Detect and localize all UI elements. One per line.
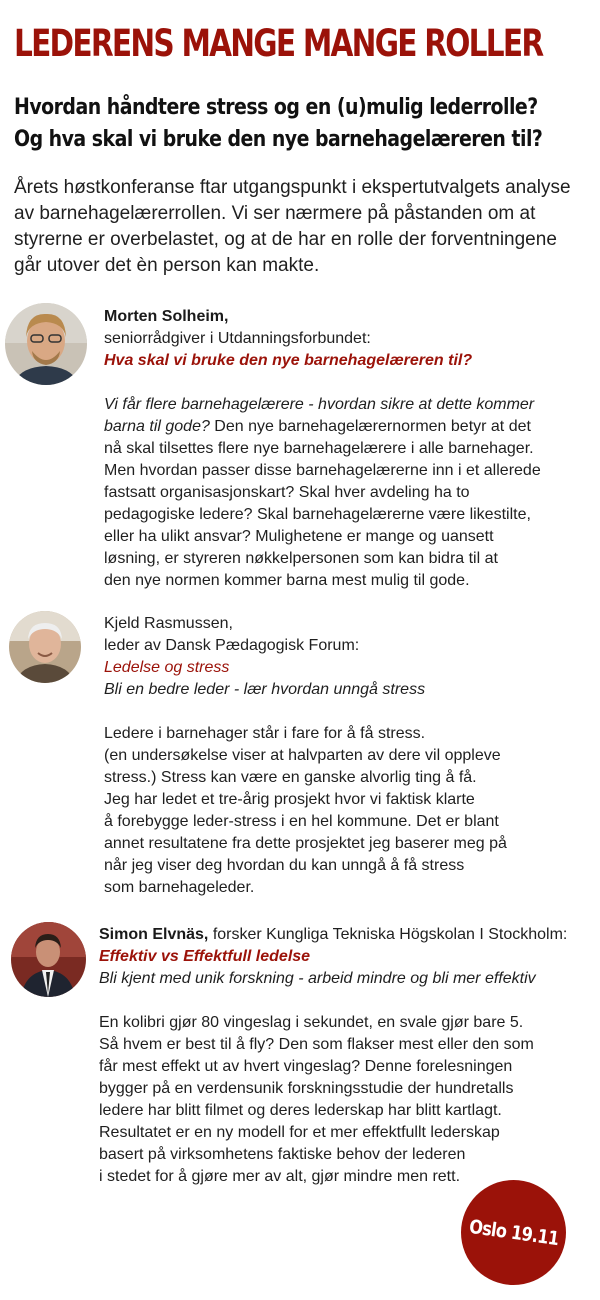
- speaker-block-morten: [104, 306, 541, 592]
- speaker-body-line: ledere har blitt filmet og deres lederskap har blitt kartlagt.: [99, 1102, 502, 1119]
- speaker-tagline: Bli en bedre leder - lær hvordan unngå stress: [104, 681, 426, 698]
- speaker-header-line: [99, 924, 567, 946]
- portrait-icon: [5, 303, 87, 385]
- date-badge-text: Oslo 19.11: [467, 1215, 560, 1250]
- speaker-body-line: stress.) Stress kan være en ganske alvorlig ting å få.: [104, 769, 477, 786]
- date-badge: [461, 1180, 566, 1285]
- speaker-block-simon: [99, 924, 567, 1188]
- speaker-lead-rest: Den nye barnehagelærernormen betyr at det: [209, 418, 531, 435]
- speaker-role: leder av Dansk Pædagogisk Forum:: [104, 637, 360, 654]
- portrait-icon: [11, 922, 86, 997]
- speaker-body-line: bygger på en verdensunik forskningsstudie der hundretalls: [99, 1080, 514, 1097]
- speaker-name: Morten Solheim,: [104, 308, 229, 325]
- page-title: LEDERENS MANGE MANGE ROLLER: [14, 22, 543, 65]
- speaker-body-line: En kolibri gjør 80 vingeslag i sekundet, en svale gjør bare 5.: [99, 1014, 524, 1031]
- intro-line: Årets høstkonferanse ftar utgangspunkt i ekspertutvalgets analyse: [14, 177, 571, 198]
- speaker-body-line: Så hvem er best til å fly? Den som flakser mest eller den som: [99, 1036, 534, 1053]
- speaker-body-line: løsning, er styreren nøkkelpersonen som kan bidra til at: [104, 550, 498, 567]
- speaker-body-line: basert på virksomhetens faktiske behov der lederen: [99, 1146, 466, 1163]
- speaker-lead-italic: barna til gode?: [104, 418, 210, 435]
- intro-line: styrerne er overbelastet, og at de har en rolle der forventningene: [14, 229, 557, 250]
- speaker-body-line: den nye normen kommer barna mest mulig til gode.: [104, 572, 470, 589]
- speaker-lead-line: [104, 416, 541, 438]
- speaker-tagline: Bli kjent med unik forskning - arbeid mindre og bli mer effektiv: [99, 970, 536, 987]
- intro-line: går utover det èn person kan makte.: [14, 255, 320, 276]
- speaker-body-line: å forebygge leder-stress i en hel kommune. Det er blant: [104, 813, 499, 830]
- subtitle-line: Hvordan håndtere stress og en (u)mulig lederrolle?: [14, 95, 538, 120]
- subtitle: [14, 92, 542, 156]
- speaker-body-line: annet resultatene fra dette prosjektet jeg baserer meg på: [104, 835, 507, 852]
- speaker-role: forsker Kungliga Tekniska Högskolan I Stockholm:: [208, 926, 568, 943]
- speaker-body-line: pedagogiske ledere? Skal barnehagelærerne være likestilte,: [104, 506, 531, 523]
- speaker-body-line: Men hvordan passer disse barnehagelærerne inn i et allerede: [104, 462, 541, 479]
- subtitle-line: Og hva skal vi bruke den nye barnehagelæreren til?: [14, 127, 543, 152]
- speaker-body-line: i stedet for å gjøre mer av alt, gjør mindre men rett.: [99, 1168, 461, 1185]
- speaker-body-line: fastsatt organisasjonskart? Skal hver avdeling ha to: [104, 484, 470, 501]
- speaker-body-line: får mest effekt ut av hvert vingeslag? Denne forelesningen: [99, 1058, 513, 1075]
- speaker-name: Kjeld Rasmussen,: [104, 615, 233, 632]
- speaker-topic: Ledelse og stress: [104, 659, 230, 676]
- speaker-body-line: som barnehageleder.: [104, 879, 255, 896]
- portrait-icon: [9, 611, 81, 683]
- speaker-name: Simon Elvnäs,: [99, 926, 209, 943]
- speaker-role: seniorrådgiver i Utdanningsforbundet:: [104, 330, 371, 347]
- speaker-topic: Effektiv vs Effektfull ledelse: [99, 948, 311, 965]
- speaker-photo-simon: [11, 922, 86, 997]
- speaker-photo-kjeld: [9, 611, 81, 683]
- speaker-body-line: Jeg har ledet et tre-årig prosjekt hvor vi faktisk klarte: [104, 791, 475, 808]
- speaker-body-line: Resultatet er en ny modell for et mer effektfullt lederskap: [99, 1124, 500, 1141]
- speaker-body-line: når jeg viser deg hvordan du kan unngå å få stress: [104, 857, 465, 874]
- speaker-body-line: nå skal tilsettes flere nye barnehagelærere i alle barnehager.: [104, 440, 534, 457]
- speaker-lead: Vi får flere barnehagelærere - hvordan sikre at dette kommer: [104, 396, 535, 413]
- speaker-body-line: (en undersøkelse viser at halvparten av dere vil oppleve: [104, 747, 501, 764]
- intro-paragraph: [14, 175, 589, 279]
- speaker-photo-morten: [5, 303, 87, 385]
- intro-line: av barnehagelærerrollen. Vi ser nærmere på påstanden om at: [14, 203, 536, 224]
- speaker-body-line: eller ha ulikt ansvar? Mulighetene er mange og uansett: [104, 528, 494, 545]
- speaker-topic: Hva skal vi bruke den nye barnehagelæreren til?: [104, 352, 473, 369]
- speaker-body-line: Ledere i barnehager står i fare for å få stress.: [104, 725, 426, 742]
- speaker-block-kjeld: [104, 613, 507, 899]
